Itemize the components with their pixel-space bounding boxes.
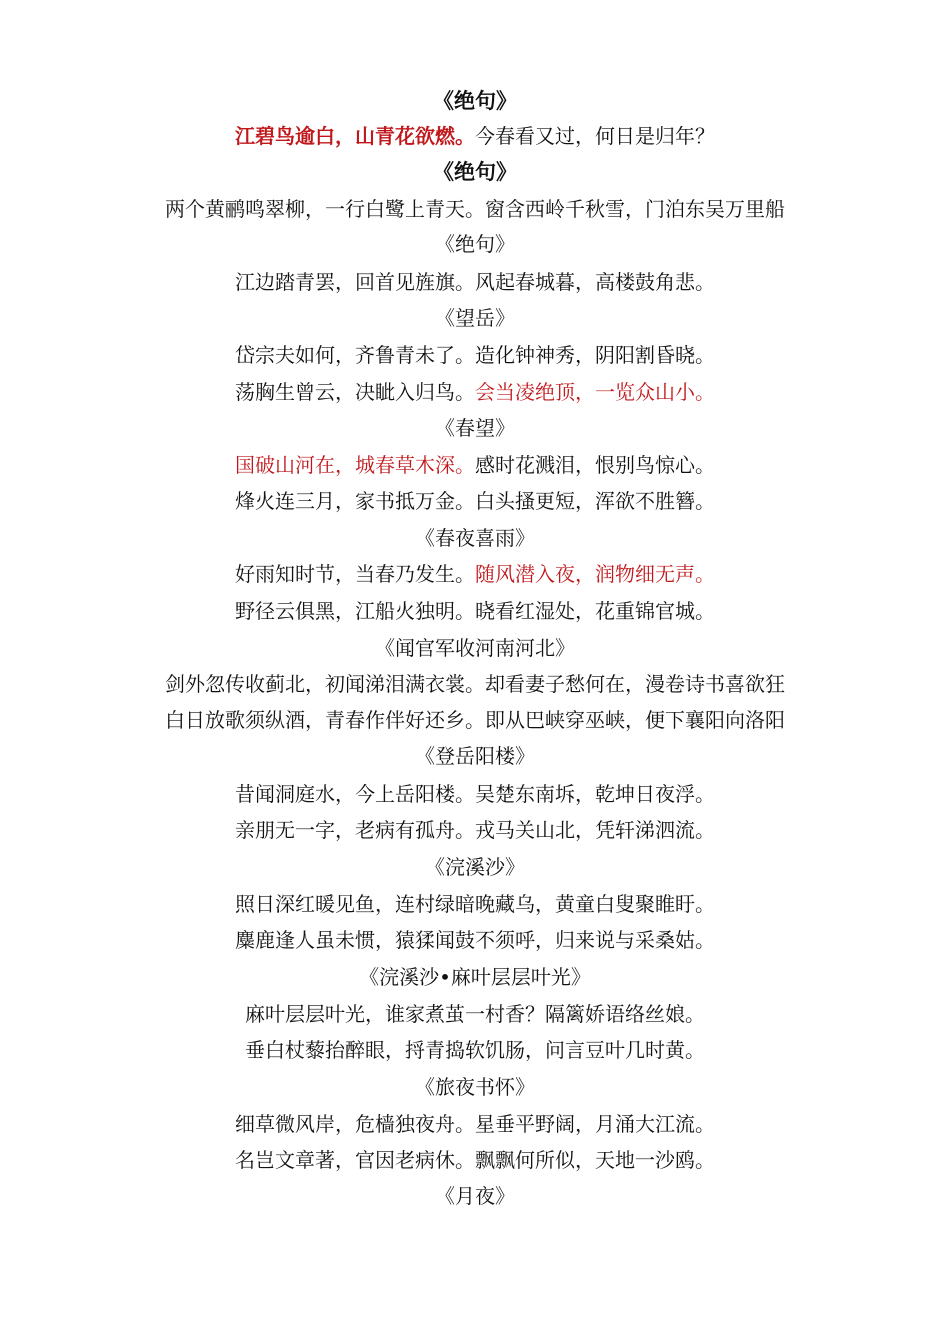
poem-verse-line [0, 1109, 950, 1139]
poem-verse-line [0, 450, 950, 480]
poem-title [0, 86, 950, 116]
verse-text: 麻叶层层叶光，谁家煮茧一村香？隔篱娇语络丝娘。 [245, 1002, 705, 1026]
poem-verse-line [0, 669, 950, 699]
verse-text: 《春望》 [435, 416, 515, 440]
poem-title [0, 157, 950, 187]
verse-text: 《月夜》 [435, 1184, 515, 1208]
verse-text: 野径云俱黑，江船火独明。晓看红湿处，花重锦官城。 [235, 599, 715, 623]
poem-title [0, 852, 950, 882]
poem-title [0, 523, 950, 553]
poem-verse-line [0, 194, 950, 224]
poem-verse-line [0, 377, 950, 407]
verse-text: 《闻官军收河南河北》 [375, 636, 575, 660]
verse-text: 感时花溅泪，恨别鸟惊心。 [475, 453, 715, 477]
verse-text: 《浣溪沙•麻叶层层叶光》 [359, 965, 591, 989]
verse-text: 《旅夜书怀》 [415, 1075, 535, 1099]
poem-verse-line [0, 999, 950, 1029]
verse-text: 岱宗夫如何，齐鲁青未了。造化钟神秀，阴阳割昏晓。 [235, 343, 715, 367]
poem-title [0, 1181, 950, 1211]
poem-verse-line [0, 559, 950, 589]
verse-text: 亲朋无一字，老病有孤舟。戎马关山北，凭轩涕泗流。 [235, 818, 715, 842]
verse-text: 《绝句》 [435, 232, 515, 256]
poem-verse-line [0, 925, 950, 955]
verse-text: 《浣溪沙》 [425, 855, 525, 879]
highlighted-verse-text: 会当凌绝顶，一览众山小。 [475, 380, 715, 404]
verse-text: 细草微风岸，危樯独夜舟。星垂平野阔，月涌大江流。 [235, 1112, 715, 1136]
verse-text: 白日放歌须纵酒，青春作伴好还乡。即从巴峡穿巫峡，便下襄阳向洛阳 [165, 708, 785, 732]
poem-verse-line [0, 815, 950, 845]
verse-text: 烽火连三月，家书抵万金。白头搔更短，浑欲不胜簪。 [235, 489, 715, 513]
verse-text: 《绝句》 [433, 160, 517, 184]
highlighted-verse-text: 国破山河在，城春草木深。 [235, 453, 475, 477]
verse-text: 《登岳阳楼》 [415, 744, 535, 768]
poem-title [0, 303, 950, 333]
poem-title [0, 741, 950, 771]
poem-verse-line [0, 596, 950, 626]
poem-verse-line [0, 1145, 950, 1175]
verse-text: 好雨知时节，当春乃发生。 [235, 562, 475, 586]
poem-verse-line [0, 889, 950, 919]
poem-title [0, 1072, 950, 1102]
poem-verse-line [0, 779, 950, 809]
verse-text: 今春看又过，何日是归年？ [475, 124, 715, 148]
verse-text: 《绝句》 [433, 89, 517, 113]
verse-text: 垂白杖藜抬醉眼，捋青捣软饥肠，问言豆叶几时黄。 [245, 1038, 705, 1062]
poem-title [0, 633, 950, 663]
verse-text: 两个黄鹂鸣翠柳，一行白鹭上青天。窗含西岭千秋雪，门泊东吴万里船 [165, 197, 785, 221]
poem-verse-line [0, 1035, 950, 1065]
verse-text: 名岂文章著，官因老病休。飘飘何所似，天地一沙鸥。 [235, 1148, 715, 1172]
verse-text: 麋鹿逢人虽未惯，猿猱闻鼓不须呼，归来说与采桑姑。 [235, 928, 715, 952]
verse-text: 《望岳》 [435, 306, 515, 330]
verse-text: 荡胸生曾云，决眦入归鸟。 [235, 380, 475, 404]
poem-verse-line [0, 267, 950, 297]
poem-title [0, 962, 950, 992]
poem-verse-line [0, 121, 950, 151]
highlighted-verse-text: 随风潜入夜，润物细无声。 [475, 562, 715, 586]
verse-text: 昔闻洞庭水，今上岳阳楼。吴楚东南坼，乾坤日夜浮。 [235, 782, 715, 806]
poem-verse-line [0, 705, 950, 735]
verse-text: 照日深红暖见鱼，连村绿暗晚藏乌，黄童白叟聚睢盱。 [235, 892, 715, 916]
poem-verse-line [0, 340, 950, 370]
verse-text: 江边踏青罢，回首见旌旗。风起春城暮，高楼鼓角悲。 [235, 270, 715, 294]
verse-text: 《春夜喜雨》 [415, 526, 535, 550]
verse-text: 剑外忽传收蓟北，初闻涕泪满衣裳。却看妻子愁何在，漫卷诗书喜欲狂 [165, 672, 785, 696]
poem-title [0, 229, 950, 259]
poem-title [0, 413, 950, 443]
highlighted-verse-text: 江碧鸟逾白，山青花欲燃。 [235, 124, 475, 148]
poem-verse-line [0, 486, 950, 516]
